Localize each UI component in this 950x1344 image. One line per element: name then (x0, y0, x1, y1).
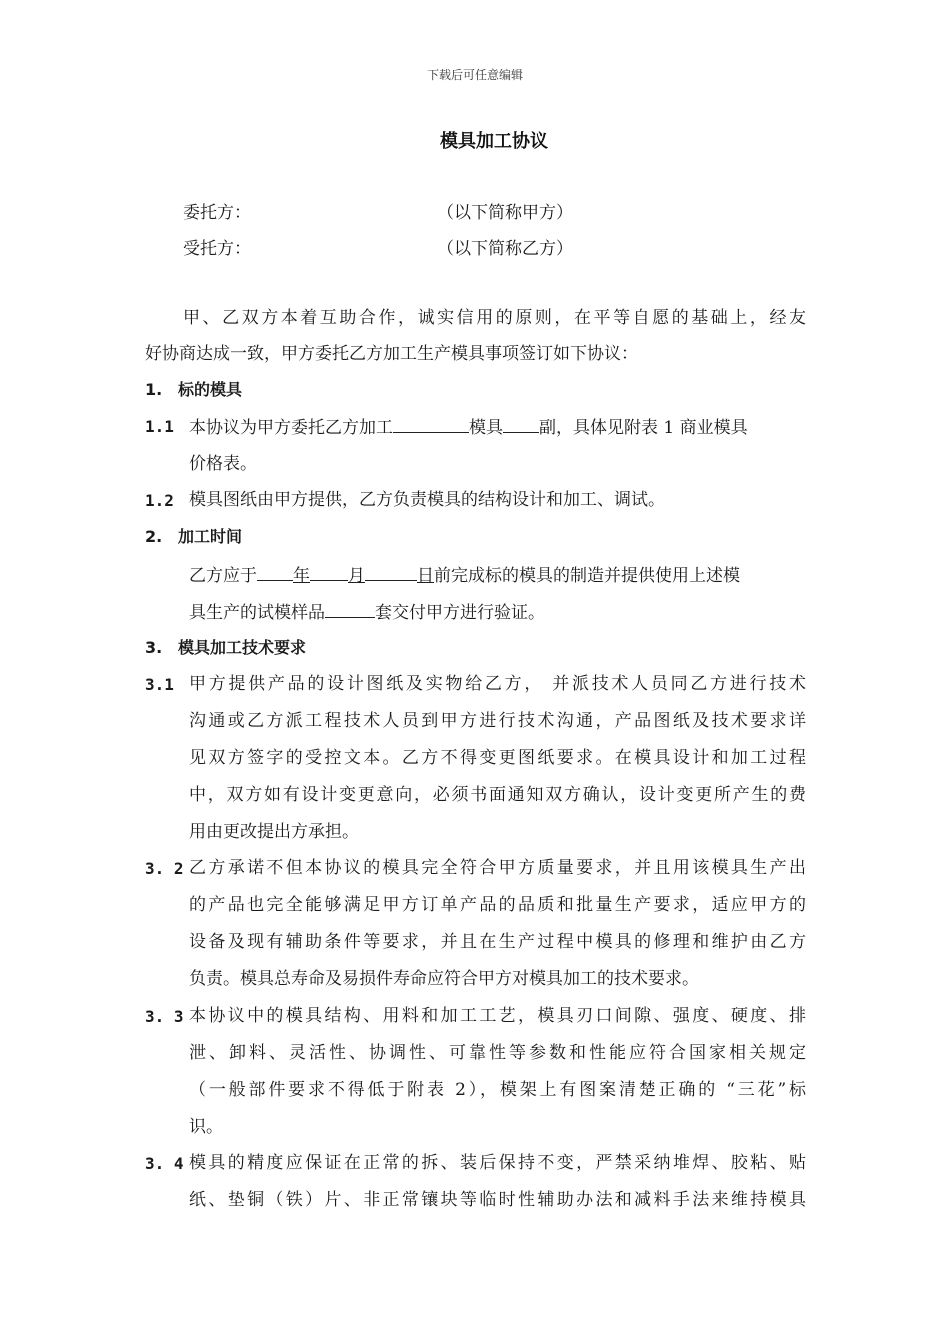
section-title: 标的模具 (178, 380, 243, 399)
clause-text: 模具 (469, 418, 503, 438)
clause-3-1-line: 中，双方如有设计变更意向，必须书面通知双方确认，设计变更所产生的费 (189, 785, 806, 805)
blank-field (393, 414, 469, 433)
clause-3-2-line: 负责。模具总寿命及易损件寿命应符合甲方对模具加工的技术要求。 (189, 969, 699, 989)
section-number: 1. (145, 380, 163, 399)
clause-1-1-line-1 (189, 414, 806, 440)
section-number: 3. (145, 638, 163, 657)
date-year-label: 年 (293, 566, 310, 586)
clause-text: 乙方应于 (189, 566, 257, 586)
date-day-label: 日 (417, 566, 434, 586)
party-label: 受托方： (183, 239, 251, 259)
party-contractor (183, 234, 573, 259)
clause-number: 3. 3 (145, 1007, 184, 1026)
clause-number: 1.2 (145, 491, 174, 510)
blank-field (310, 562, 348, 581)
blank-field (325, 599, 375, 618)
clause-1-2-text: 模具图纸由甲方提供，乙方负责模具的结构设计和加工、调试。 (189, 490, 665, 510)
clause-text: 副，具体见附表 1 商业模具 (539, 418, 748, 438)
clause-3-3-line: （一般部件要求不得低于附表 2），模架上有图案清楚正确的 “三花”标 (189, 1080, 806, 1100)
intro-line: 好协商达成一致，甲方委托乙方加工生产模具事项签订如下协议： (145, 344, 638, 364)
party-note: （以下简称甲方） (437, 203, 573, 223)
clause-text: 套交付甲方进行验证。 (375, 603, 545, 623)
blank-field (503, 414, 539, 433)
party-note: （以下简称乙方） (437, 239, 573, 259)
section-number: 2. (145, 527, 163, 546)
clause-3-4-line: 模具的精度应保证在正常的拆、装后保持不变，严禁采纳堆焊、胶粘、贴 (189, 1153, 806, 1173)
clause-text: 前完成标的模具的制造并提供使用上述模 (434, 566, 740, 586)
clause-3-2-line: 的产品也完全能够满足甲方订单产品的品质和批量生产要求，适应甲方的 (189, 895, 806, 915)
clause-2-line-2 (189, 599, 545, 625)
clause-1-1-line-2: 价格表。 (189, 454, 257, 474)
party-client (183, 198, 573, 223)
clause-text: 本协议为甲方委托乙方加工 (189, 418, 393, 438)
blank-field (365, 562, 417, 581)
blank-field (257, 562, 293, 581)
clause-3-2-line: 乙方承诺不但本协议的模具完全符合甲方质量要求，并且用该模具生产出 (189, 858, 806, 878)
clause-text: 具生产的试模样品 (189, 603, 325, 623)
section-heading (145, 636, 306, 660)
clause-3-2-line: 设备及现有辅助条件等要求，并且在生产过程中模具的修理和维护由乙方 (189, 932, 806, 952)
date-month-label: 月 (348, 566, 365, 586)
section-title: 加工时间 (178, 527, 243, 546)
clause-number: 3. 4 (145, 1154, 184, 1173)
clause-3-1-line: 沟通或乙方派工程技术人员到甲方进行技术沟通，产品图纸及技术要求详 (189, 711, 806, 731)
clause-3-4-line: 纸、垫铜（铁）片、非正常镶块等临时性辅助办法和减料手法来维持模具 (189, 1190, 806, 1210)
document-title: 模具加工协议 (440, 131, 548, 152)
clause-number: 3. 2 (145, 859, 184, 878)
intro-line: 甲、乙双方本着互助合作，诚实信用的原则，在平等自愿的基础上，经友 (183, 308, 806, 328)
clause-number: 3.1 (145, 675, 174, 694)
clause-3-3-line: 泄、卸料、灵活性、协调性、可靠性等参数和性能应符合国家相关规定 (189, 1043, 806, 1063)
clause-3-3-line: 本协议中的模具结构、用料和加工工艺，模具刃口间隙、强度、硬度、排 (189, 1006, 806, 1026)
clause-number: 1.1 (145, 417, 174, 436)
section-title: 模具加工技术要求 (178, 638, 307, 657)
page-header-note: 下载后可任意编辑 (426, 68, 523, 82)
clause-3-1-line: 见双方签字的受控文本。乙方不得变更图纸要求。在模具设计和加工过程 (189, 748, 806, 768)
clause-3-3-line: 识。 (189, 1117, 223, 1137)
clause-3-1-line: 用由更改提出方承担。 (189, 822, 359, 842)
clause-3-1-line: 甲方提供产品的设计图纸及实物给乙方， 并派技术人员同乙方进行技术 (189, 674, 806, 694)
clause-2-line-1 (189, 562, 740, 588)
section-heading (145, 525, 242, 549)
party-label: 委托方： (183, 203, 251, 223)
section-heading (145, 378, 242, 402)
